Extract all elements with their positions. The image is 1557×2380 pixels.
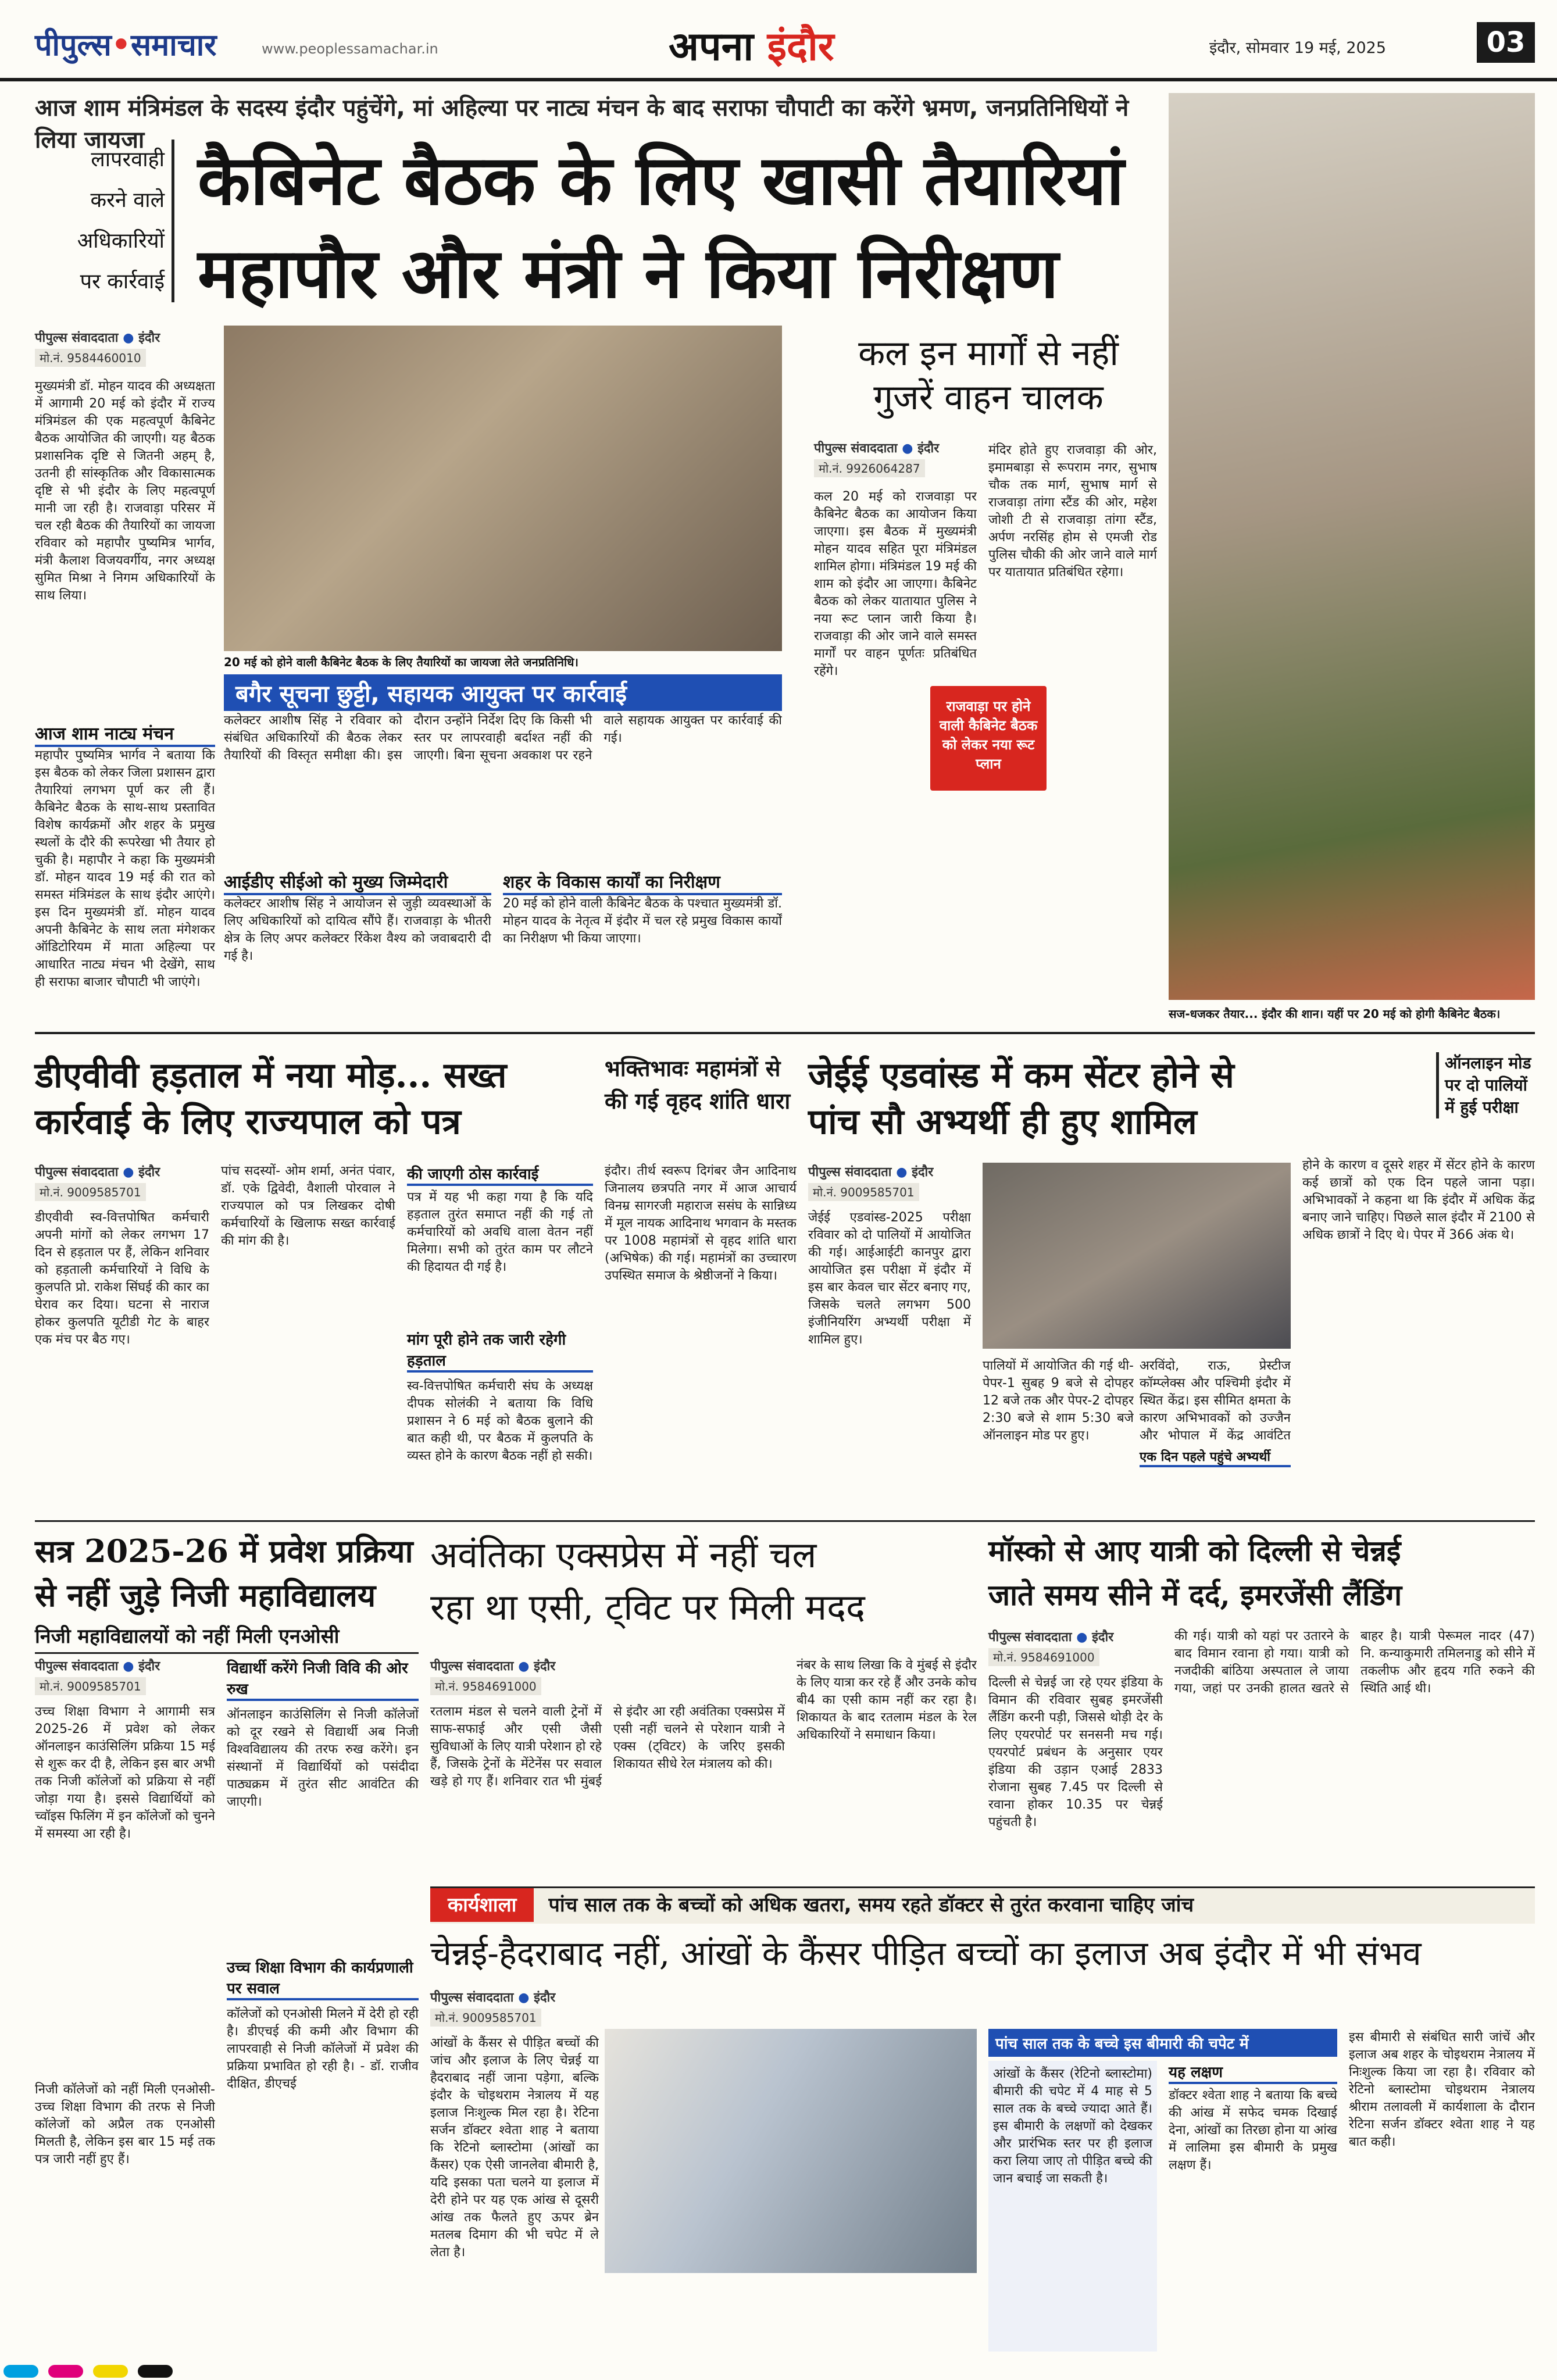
bullet-icon: ●: [123, 1659, 134, 1674]
byline-place: इंदौर: [138, 1659, 160, 1674]
davv-side-title: की जाएगी ठोस कार्रवाई: [407, 1163, 593, 1186]
lead-photo-caption: 20 मई को होने वाली कैबिनेट बैठक के लिए तैयारियों का जायजा लेते जनप्रतिनिधि।: [224, 655, 579, 669]
masthead: [0, 0, 1557, 81]
cancer-label: कार्यशाला: [430, 1888, 534, 1922]
box2-title: शहर के विकास कार्यों का निरीक्षण: [503, 869, 782, 895]
yellow-swatch: [93, 2365, 128, 2378]
college-headline-line2: से नहीं जुड़े निजी महाविद्यालय: [35, 1577, 376, 1614]
cancer-body: आंखों के कैंसर से पीड़ित बच्चों की जांच और इलाज के लिए चेन्नई या हैदराबाद नहीं जाना पड़ेगा, बल्कि इंदौर के चोइथराम नेत्रालय में यह इलाज निःशुल्क मिल रहा है। रेटिना सर्जन डॉक्टर श्वेता शाह ने बताया कि रेटिनो ब्लास्टोमा (आंखों का कैंसर) एक ऐसी जानलेवा बीमारी है, यदि इसका पता चलने या इलाज में देरी होने पर यह एक आंख से दूसरी आंख तक फैलते हुए ऊपर ब्रेन मतलब दिमाग की भी चपेट में ले लेता है।: [430, 2036, 599, 2260]
avantika-headline-line1: अवंतिका एक्सप्रेस में नहीं चल: [430, 1534, 817, 1576]
cancer-headline: चेन्नई-हैदराबाद नहीं, आंखों के कैंसर पीड़ित बच्चों का इलाज अब इंदौर में भी संभव: [430, 1934, 1422, 1973]
avantika-body-2: नंबर के साथ लिखा कि वे मुंबई से इंदौर के लिए यात्रा कर रहे हैं और उनके कोच बी4 का एसी काम नहीं कर रहा है। शिकायत के बाद रतलाम मंडल के रेल अधिकारियों ने समाधान किया।: [797, 1658, 977, 1742]
cancer-box-text: आंखों के कैंसर (रेटिनो ब्लास्टोमा) बीमारी की चपेट में 4 माह से 5 साल तक के बच्चे ज्यादा आते हैं। इस बीमारी के लक्षणों को देखकर और प्रारंभिक स्तर पर ही इलाज करा लिया जाए तो पीड़ित बच्चे की जान बचाई जा सकती है।: [988, 2061, 1157, 2352]
college-side-title: विद्यार्थी करेंगे निजी विवि की ओर रुख: [227, 1657, 419, 1701]
byline-place: इंदौर: [138, 1165, 160, 1180]
avantika-mobile: मो.नं. 9584691000: [430, 1677, 541, 1695]
print-color-bar: [0, 2363, 1557, 2380]
jee-headline-line2: पांच सौ अभ्यर्थी ही हुए शामिल: [808, 1102, 1197, 1142]
cancer-strap-bar: [430, 1886, 1535, 1924]
shanti-body: इंदौर। तीर्थ स्वरूप दिगंबर जैन आदिनाथ जिनालय छत्रपति नगर में आज आचार्य विनम्र सागरजी महाराज ससंघ के सान्निध्य में मूल नायक आदिनाथ भगवान के मस्तक पर 1008 महामंत्रों से वृहद शांति धारा (अभिषेक) की गई। महामंत्रों का उच्चारण उपस्थित समाज के श्रेष्ठीजनों ने किया।: [605, 1164, 797, 1283]
jee-body-3: होने के कारण व दूसरे शहर में सेंटर होने के कारण कई छात्रों को एक दिन पहले जाना पड़ा। अभिभावकों ने कहना था कि इंदौर में अधिक केंद्र बनाए जाने चाहिए। पिछले साल इंदौर में 2100 से अधिक छात्रों ने दिए थे। पेपर में 366 अंक थे।: [1302, 1158, 1535, 1242]
newspaper-logo: [35, 23, 217, 65]
college-side-title-2: उच्च शिक्षा विभाग की कार्यप्रणाली पर सवाल: [227, 1956, 419, 2000]
bullet-icon: ●: [518, 1659, 530, 1674]
davv-side-text-2: स्व-वित्तपोषित कर्मचारी संघ के अध्यक्ष दीपक सोलंकी ने बताया कि विधि प्रशासन ने 6 मई को बैठक बुलाने की बात कही थी, पर बैठक में कुलपति के व्यस्त होने के कारण बैठक नहीं हो सकी।: [407, 1379, 593, 1463]
avantika-body: रतलाम मंडल से चलने वाली ट्रेनों में साफ-सफाई और एसी जैसी सुविधाओं के लिए यात्री परेशान हो रहे हैं, जिसके ट्रेनों के मेंटेनेंस पर सवाल खड़े हो गए हैं। शनिवार रात भी मुंबई से इंदौर आ रही अवंतिका एक्सप्रेस में एसी नहीं चलने से परेशान यात्री ने एक्स (ट्विटर) के जरिए इसकी शिकायत सीधे रेल मंत्रालय को की।: [430, 1704, 785, 1789]
website-url: www.peoplessamachar.in: [262, 41, 438, 57]
byline-place: इंदौर: [1092, 1630, 1114, 1645]
lead-bar-heading: बगैर सूचना छुट्टी, सहायक आयुक्त पर कार्रवाई: [224, 674, 782, 711]
jee-subhead: एक दिन पहले पहुंचे अभ्यर्थी: [1140, 1448, 1291, 1467]
lead-bar-text: कलेक्टर आशीष सिंह ने रविवार को संबंधित अधिकारियों की बैठक लेकर तैयारियों की विस्तृत समीक्षा की। इस दौरान उन्होंने निर्देश दिए कि किसी भी स्तर पर लापरवाही बर्दाश्त नहीं की जाएगी। बिना सूचना अवकाश पर रहने वाले सहायक आयुक्त पर कार्रवाई की गई।: [224, 713, 782, 763]
section-title-a: अपना: [669, 24, 767, 70]
byline-place: इंदौर: [912, 1165, 934, 1180]
college-mobile: मो.नं. 9009585701: [35, 1677, 146, 1695]
lead-photo: [224, 326, 782, 651]
section-title-b: इंदौर: [767, 24, 834, 70]
byline-name: पीपुल्स संवाददाता: [430, 1659, 514, 1674]
college-subhead: निजी महाविद्यालयों को नहीं मिली एनओसी: [35, 1622, 419, 1654]
lead-body-2: महापौर पुष्यमित्र भार्गव ने बताया कि इस बैठक को लेकर जिला प्रशासन द्वारा तैयारियां लगभग पूर्ण कर ली हैं। कैबिनेट बैठक के साथ-साथ प्रस्तावित विशेष कार्यक्रमों और शहर के प्रमुख स्थलों के दौरे की रूपरेखा भी तैयार हो चुकी है। महापौर ने कहा कि मुख्यमंत्री डॉ. मोहन यादव 19 मई की रात को समस्त मंत्रिमंडल के साथ इंदौर आएंगे। इस दिन मुख्यमंत्री डॉ. मोहन यादव अपनी कैबिनेट के साथ लता मंगेशकर ऑडिटोरियम में माता अहिल्या पर आधारित नाट्य मंचन भी देखेंगे, साथ ही सराफा बाजार चौपाटी भी जाएंगे।: [35, 748, 215, 989]
cancer-byline: [430, 1988, 555, 2006]
davv-body: डीएवीवी स्व-वित्तपोषित कर्मचारी अपनी मांगों को लेकर लगभग 17 दिन से हड़ताल पर हैं, लेकिन शनिवार को हड़ताली कर्मचारियों ने विधि के कुलपति प्रो. राकेश सिंघई की कार का घेराव कर दिया। घटना से नाराज होकर कुलपति यूटीडी गेट के बाहर एक मंच पर बैठ गए।: [35, 1210, 209, 1347]
bullet-icon: ●: [123, 1165, 134, 1180]
logo-dot: •: [111, 27, 131, 63]
box1-text: कलेक्टर आशीष सिंह ने आयोजन से जुड़ी व्यवस्थाओं के लिए अधिकारियों को दायित्व सौंपे हैं। राजवाड़ा के भीतरी क्षेत्र के लिए अपर कलेक्टर रिंकेश वैश्य को जवाबदारी दी गई है।: [224, 896, 491, 963]
jee-byline: [808, 1163, 933, 1180]
davv-headline-line2: कार्रवाई के लिए राज्यपाल को पत्र: [35, 1102, 461, 1142]
bullet-icon: ●: [1076, 1630, 1088, 1645]
college-byline: [35, 1657, 160, 1674]
section-divider: [35, 1520, 1535, 1522]
davv-headline-line1: डीएवीवी हड़ताल में नया मोड़... सख्त: [35, 1055, 507, 1096]
davv-body-2: पांच सदस्यों- ओम शर्मा, अनंत पंवार, डॉ. एके द्विवेदी, वैशाली पोरवाल ने राज्यपाल को पत्र लिखकर दोषी कर्मचारियों के खिलाफ सख्त कार्रवाई की मांग की है।: [221, 1164, 395, 1248]
lead-subhead: आज शाम नाट्य मंचन: [35, 721, 215, 747]
avantika-headline: [430, 1529, 977, 1634]
moscow-headline-line1: मॉस्को से आए यात्री को दिल्ली से चेन्नई: [988, 1534, 1401, 1568]
shanti-headline: भक्तिभावः महामंत्रों से की गई वृहद शांति धारा: [605, 1055, 791, 1114]
moscow-headline-line2: जाते समय सीने में दर्द, इमरजेंसी लैंडिंग: [988, 1578, 1402, 1612]
cancer-strap: पांच साल तक के बच्चों को अधिक खतरा, समय रहते डॉक्टर से तुरंत करवाना चाहिए जांच: [548, 1893, 1194, 1917]
traffic-body: कल 20 मई को राजवाड़ा पर कैबिनेट बैठक का आयोजन किया जाएगा। इस बैठक में मुख्यमंत्री मोहन यादव सहित पूरा मंत्रिमंडल शामिल होगा। मंत्रिमंडल 19 मई की शाम को इंदौर आ जाएगा। कैबिनेट बैठक को लेकर यातायात पुलिस ने नया रूट प्लान जारी किया है। राजवाड़ा की ओर जाने वाले समस्त मार्गों पर वाहन पूर्णतः प्रतिबंधित रहेंगे।: [814, 489, 977, 678]
traffic-headline: [814, 331, 1163, 420]
byline-place: इंदौर: [534, 1991, 556, 2005]
lead-mobile: मो.नं. 9584460010: [35, 349, 146, 367]
jee-body: जेईई एडवांस्ड-2025 परीक्षा रविवार को दो पालियों में आयोजित की गई। आईआईटी कानपुर द्वारा आयोजित इस परीक्षा में इंदौर में इस बार केवल चार सेंटर बनाए गए, जिसके चलते लगभग 500 इंजीनियरिंग अभ्यर्थी परीक्षा में शामिल हुए।: [808, 1210, 971, 1347]
moscow-mobile: मो.नं. 9584691000: [988, 1648, 1099, 1666]
college-side-text-2: कॉलेजों को एनओसी मिलने में देरी हो रही है। डीएचई की कमी और विभाग की लापरवाही से निजी कॉलेजों में प्रवेश की प्रक्रिया प्रभावित हो रही है। - डॉ. राजीव दीक्षित, डीएचई: [227, 2007, 419, 2091]
dateline: इंदौर, सोमवार 19 मई, 2025: [1209, 39, 1387, 57]
side-line: लापरवाही: [91, 148, 165, 171]
traffic-headline-line2: गुजरें वाहन चालक: [873, 377, 1104, 418]
section-divider: [35, 1032, 1535, 1034]
davv-mobile: मो.नं. 9009585701: [35, 1183, 146, 1201]
black-swatch: [138, 2365, 173, 2378]
bullet-icon: ●: [518, 1991, 530, 2005]
cancer-photo: [605, 2029, 977, 2273]
college-side-text: ऑनलाइन काउंसिलिंग से निजी कॉलेजों को दूर रखने से विद्यार्थी अब निजी विश्वविद्यालय की तरफ रुख करेंगे। इन संस्थानों में विद्यार्थियों को पसंदीदा पाठ्यक्रम में तुरंत सीट आवंटित की जाएगी।: [227, 1707, 419, 1809]
cancer-box-title: पांच साल तक के बच्चे इस बीमारी की चपेट में: [988, 2029, 1337, 2057]
davv-byline: [35, 1163, 160, 1180]
avantika-headline-line2: रहा था एसी, ट्विट पर मिली मदद: [430, 1586, 865, 1628]
cyan-swatch: [3, 2365, 38, 2378]
byline-name: पीपुल्स संवाददाता: [35, 331, 119, 345]
side-line: पर कार्रवाई: [80, 270, 165, 294]
college-body: उच्च शिक्षा विभाग ने आगामी सत्र 2025-26 में प्रवेश को लेकर ऑनलाइन काउंसिलिंग प्रक्रिया 15 मई से शुरू कर दी है, लेकिन इस बार अभी तक निजी कॉलेजों को प्रक्रिया से नहीं जोड़ा गया है। इससे विद्यार्थियों को च्वॉइस फिलिंग में इन कॉलेजों को चुनने में समस्या आ रही है।: [35, 1704, 215, 1841]
moscow-byline: [988, 1628, 1113, 1645]
college-headline-line1: सत्र 2025-26 में प्रवेश प्रक्रिया: [35, 1532, 413, 1570]
college-body-2: निजी कॉलेजों को नहीं मिली एनओसी- उच्च शिक्षा विभाग की तरफ से निजी कॉलेजों को अप्रैल तक एनओसी मिलती है, लेकिन इस बार 15 मई तक पत्र जारी नहीं हुए हैं।: [35, 2082, 215, 2167]
byline-name: पीपुल्स संवाददाता: [814, 441, 898, 456]
jee-photo: [983, 1163, 1291, 1349]
section-title: [669, 17, 834, 72]
byline-name: पीपुल्स संवाददाता: [35, 1165, 119, 1180]
side-line: अधिकारियों: [77, 229, 165, 253]
lead-headline-line2: महापौर और मंत्री ने किया निरीक्षण: [198, 233, 1059, 313]
bullet-icon: ●: [896, 1165, 908, 1180]
davv-side-text: पत्र में यह भी कहा गया है कि यदि हड़ताल तुरंत समाप्त नहीं की गई तो कर्मचारियों को अवधि वाला वेतन नहीं मिलेगा। सभी को तुरंत काम पर लौटने की हिदायत दी गई है।: [407, 1190, 593, 1274]
cancer-sign-text: डॉक्टर श्वेता शाह ने बताया कि बच्चे की आंख में सफेद चमक दिखाई देना, आंखों का तिरछा होना या आंख में लालिमा इस बीमारी के प्रमुख लक्षण हैं।: [1169, 2088, 1337, 2172]
rajwada-photo-caption: सज-धजकर तैयार... इंदौर की शान। यहीं पर 20 मई को होगी कैबिनेट बैठक।: [1169, 1007, 1501, 1021]
lead-kicker: आज शाम मंत्रिमंडल के सदस्य इंदौर पहुंचेंगे, मां अहिल्या पर नाट्य मंचन के बाद सराफा चौपाटी का करेंगे भ्रमण, जनप्रतिनिधियों ने लिया जायजा: [35, 95, 1129, 153]
lead-side-box: [35, 140, 174, 302]
logo-text: पीपुल्स: [35, 27, 112, 63]
jee-side-label: ऑनलाइन मोड पर दो पालियों में हुई परीक्षा: [1436, 1052, 1535, 1118]
bullet-icon: ●: [902, 441, 913, 456]
cancer-sign-title: यह लक्षण: [1169, 2061, 1337, 2084]
moscow-body-2: की गई। यात्री को यहां पर उतारने के बाद विमान रवाना हो गया। यात्री को नजदीकी बांठिया अस्पताल ले जाया गया, जहां पर उनकी हालत खतरे से बाहर है। यात्री पेरूमल नादर (47) नि. कन्याकुमारी तमिलनाडु को सीने में तकलीफ और हृदय गति रुकने की स्थिति आई थी।: [1174, 1629, 1535, 1696]
byline-name: पीपुल्स संवाददाता: [430, 1991, 514, 2005]
side-line: करने वाले: [90, 188, 165, 212]
page-number: 03: [1477, 22, 1535, 63]
traffic-mobile: मो.नं. 9926064287: [814, 459, 925, 477]
byline-place: इंदौर: [917, 441, 940, 456]
jee-body-4: अरविंदो, राऊ, प्रेस्टीज कॉम्प्लेक्स और पश्चिमी इंदौर में स्थित केंद्र। इस सीमित क्षमता के कारण अभिभावकों को उज्जैन और भोपाल में केंद्र आवंटित: [1140, 1359, 1291, 1443]
moscow-body: दिल्ली से चेन्नई जा रहे एयर इंडिया के विमान की रविवार सुबह इमरजेंसी लैंडिंग करनी पड़ी, जिससे थोड़ी देर के लिए एयरपोर्ट पर सनसनी मच गई। एयरपोर्ट प्रबंधन के अनुसार एयर इंडिया की उड़ान एआई 2833 रोजाना सुबह 7.45 पर दिल्ली से रवाना होकर 10.35 पर चेन्नई पहुंचती है।: [988, 1675, 1163, 1829]
moscow-headline: [988, 1529, 1535, 1617]
byline-name: पीपुल्स संवाददाता: [35, 1659, 119, 1674]
bullet-icon: ●: [123, 331, 134, 345]
byline-place: इंदौर: [138, 331, 160, 345]
box2-text: 20 मई को होने वाली कैबिनेट बैठक के पश्चात मुख्यमंत्री डॉ. मोहन यादव के नेतृत्व में इंदौर में चल रहे प्रमुख विकास कार्यों का निरीक्षण भी किया जाएगा।: [503, 896, 782, 946]
jee-body-2: पालियों में आयोजित की गई थी- पेपर-1 सुबह 9 बजे से दोपहर 12 बजे तक और पेपर-2 दोपहर 2:30 बजे से शाम 5:30 बजे ऑनलाइन मोड पर हुए।: [983, 1359, 1134, 1443]
lead-headline-line1: कैबिनेट बैठक के लिए खासी तैयारियां: [198, 140, 1124, 220]
lead-headline: [198, 134, 1124, 320]
traffic-body-2: मंदिर होते हुए राजवाड़ा की ओर, इमामबाड़ा से रूपराम नगर, सुभाष चौक तक मार्ग, सुभाष मार्ग से राजवाड़ा तांगा स्टैंड की ओर, महेश जोशी टी से राजवाड़ा तांगा स्टैंड, अर्पण नरसिंह होम से एमजी रोड पुलिस चौकी की ओर जाने वाले मार्ग पर यातायात प्रतिबंधित रहेगा।: [988, 443, 1157, 580]
jee-headline-line1: जेईई एडवांस्ड में कम सेंटर होने से: [808, 1055, 1234, 1096]
avantika-byline: [430, 1657, 555, 1674]
byline-name: पीपुल्स संवाददाता: [988, 1630, 1072, 1645]
byline-name: पीपुल्स संवाददाता: [808, 1165, 892, 1180]
magenta-swatch: [48, 2365, 83, 2378]
cancer-mobile: मो.नं. 9009585701: [430, 2009, 541, 2027]
lead-byline: [35, 328, 160, 346]
davv-side-title-2: मांग पूरी होने तक जारी रहेगी हड़ताल: [407, 1328, 593, 1373]
byline-place: इंदौर: [534, 1659, 556, 1674]
traffic-headline-line1: कल इन मार्गों से नहीं: [858, 333, 1119, 374]
lead-body: मुख्यमंत्री डॉ. मोहन यादव की अध्यक्षता में आगामी 20 मई को इंदौर में राज्य मंत्रिमंडल की एक महत्वपूर्ण कैबिनेट बैठक आयोजित की जाएगी। यह बैठक प्रशासनिक दृष्टि से जितनी अहम् है, उतनी ही सांस्कृतिक और विकासात्मक दृष्टि से भी इंदौर के लिए महत्वपूर्ण मानी जा रही है। राजवाड़ा परिसर में चल रही बैठक की तैयारियों का जायजा रविवार को महापौर पुष्यमित्र भार्गव, मंत्री कैलाश विजयवर्गीय, नगर अध्यक्ष सुमित मिश्रा ने निगम अधिकारियों के साथ लिया।: [35, 379, 215, 603]
traffic-byline: [814, 439, 939, 456]
jee-mobile: मो.नं. 9009585701: [808, 1183, 919, 1201]
college-headline: [35, 1529, 419, 1617]
logo-text-2: समाचार: [131, 27, 217, 63]
traffic-callout: राजवाड़ा पर होने वाली कैबिनेट बैठक को लेकर नया रूट प्लान: [930, 686, 1047, 791]
cancer-body-2: इस बीमारी से संबंधित सारी जांचें और इलाज अब शहर के चोइथराम नेत्रालय में निःशुल्क किया जा रहा है। रविवार को रेटिनो ब्लास्टोमा चोइथराम नेत्रालय श्रीराम तलावली में कार्यशाला के दौरान रेटिना सर्जन डॉक्टर श्वेता शाह ने यह बात कही।: [1349, 2030, 1535, 2149]
davv-headline: [35, 1052, 593, 1145]
jee-headline: [808, 1052, 1424, 1145]
box1-title: आईडीए सीईओ को मुख्य जिम्मेदारी: [224, 869, 491, 895]
rajwada-photo: [1169, 93, 1535, 1000]
